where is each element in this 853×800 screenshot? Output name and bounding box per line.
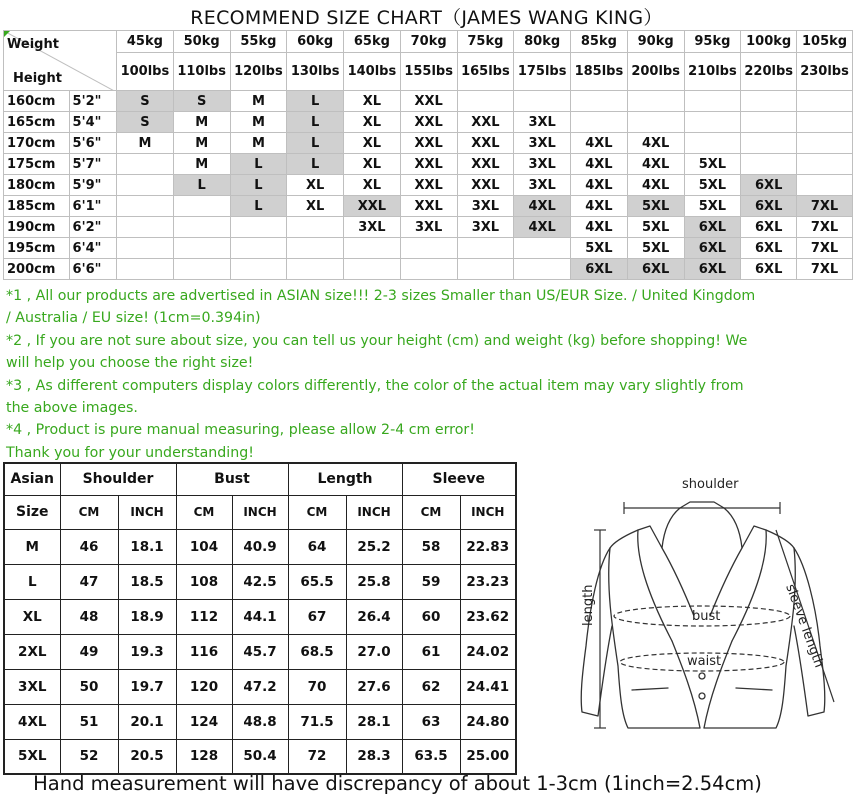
weight-lbs-header: 165lbs (457, 53, 514, 91)
measure-value: 45.7 (232, 634, 288, 669)
size-cell: 5XL (684, 175, 741, 196)
measure-value: 27.0 (346, 634, 402, 669)
weight-lbs-header: 110lbs (173, 53, 230, 91)
recommend-size-table (3, 30, 853, 280)
weight-lbs-header: 100lbs (117, 53, 174, 91)
size-cell (684, 112, 741, 133)
measure-value: 63 (402, 704, 460, 739)
weight-kg-header: 80kg (514, 31, 571, 53)
size-cell: 3XL (514, 112, 571, 133)
measure-value: 108 (176, 564, 232, 599)
measure-value: 23.23 (460, 564, 516, 599)
size-cell (400, 238, 457, 259)
size-cell (797, 154, 853, 175)
note-line: Thank you for your understanding! (6, 444, 254, 461)
measure-value: 72 (288, 739, 346, 774)
size-cell: XL (287, 196, 344, 217)
measure-value: 59 (402, 564, 460, 599)
size-cell: 3XL (344, 217, 401, 238)
height-ft: 5'7" (69, 154, 117, 175)
size-cell: 4XL (571, 196, 628, 217)
size-row (4, 112, 853, 133)
size-cell: 4XL (571, 217, 628, 238)
size-cell (173, 217, 230, 238)
size-cell (117, 259, 174, 280)
weight-label: Weight (7, 37, 59, 52)
note-line: will help you choose the right size! (6, 355, 254, 372)
size-cell: L (230, 175, 287, 196)
size-cell (684, 133, 741, 154)
size-cell: M (173, 154, 230, 175)
measure-value: 24.02 (460, 634, 516, 669)
size-cell (344, 259, 401, 280)
size-cell: 5XL (571, 238, 628, 259)
measurement-table (3, 462, 517, 775)
size-cell (287, 259, 344, 280)
weight-kg-header: 50kg (173, 31, 230, 53)
size-cell: L (173, 175, 230, 196)
measure-value: 22.83 (460, 529, 516, 564)
size-cell: 5XL (684, 154, 741, 175)
table-row (4, 599, 516, 634)
size-cell: L (230, 154, 287, 175)
measure-group-header: Sleeve (402, 463, 516, 495)
measure-value: 51 (60, 704, 118, 739)
size-cell (117, 154, 174, 175)
measure-value: 60 (402, 599, 460, 634)
unit-cm-header: CM (176, 495, 232, 529)
height-ft: 5'4" (69, 112, 117, 133)
measure-value: 25.2 (346, 529, 402, 564)
size-cell: XXL (400, 175, 457, 196)
measure-value: 52 (60, 739, 118, 774)
size-cell: 4XL (571, 175, 628, 196)
size-name: XL (4, 599, 60, 634)
unit-cm-header: CM (402, 495, 460, 529)
weight-kg-header: 70kg (400, 31, 457, 53)
bust-label: bust (692, 609, 721, 624)
shoulder-label: shoulder (682, 477, 739, 492)
measure-value: 67 (288, 599, 346, 634)
size-cell (741, 154, 797, 175)
weight-lbs-header: 120lbs (230, 53, 287, 91)
height-cm: 190cm (4, 217, 70, 238)
size-cell: 7XL (797, 196, 853, 217)
measure-value: 124 (176, 704, 232, 739)
size-cell (117, 217, 174, 238)
size-cell: M (230, 91, 287, 112)
size-cell: M (230, 112, 287, 133)
waist-label: waist (687, 654, 722, 669)
size-cell (230, 259, 287, 280)
measure-value: 20.5 (118, 739, 176, 774)
size-cell: XL (344, 133, 401, 154)
size-row (4, 91, 853, 112)
weight-kg-header: 60kg (287, 31, 344, 53)
unit-cm-header: CM (288, 495, 346, 529)
size-cell (571, 91, 628, 112)
weight-lbs-header: 185lbs (571, 53, 628, 91)
measure-value: 49 (60, 634, 118, 669)
size-cell: L (287, 112, 344, 133)
size-cell: M (117, 133, 174, 154)
size-cell: 7XL (797, 217, 853, 238)
weight-lbs-header: 155lbs (400, 53, 457, 91)
size-cell: 4XL (627, 175, 684, 196)
size-name: 2XL (4, 634, 60, 669)
size-cell: XXL (400, 133, 457, 154)
length-label: length (581, 584, 596, 626)
weight-kg-header: 105kg (797, 31, 853, 53)
size-cell (457, 259, 514, 280)
measure-value: 61 (402, 634, 460, 669)
measure-value: 19.3 (118, 634, 176, 669)
size-cell: S (117, 112, 174, 133)
weight-lbs-header: 175lbs (514, 53, 571, 91)
size-cell: M (173, 112, 230, 133)
size-cell (514, 238, 571, 259)
size-cell (457, 91, 514, 112)
height-label: Height (13, 71, 62, 86)
measure-value: 68.5 (288, 634, 346, 669)
size-cell: 6XL (741, 238, 797, 259)
height-ft: 5'9" (69, 175, 117, 196)
size-row (4, 196, 853, 217)
jacket-measurement-diagram (572, 466, 844, 756)
unit-cm-header: CM (60, 495, 118, 529)
measure-group-header: Length (288, 463, 402, 495)
height-ft: 6'2" (69, 217, 117, 238)
size-cell: 3XL (457, 217, 514, 238)
size-cell (797, 91, 853, 112)
weight-kg-header: 75kg (457, 31, 514, 53)
weight-height-corner (4, 31, 117, 91)
weight-kg-header: 55kg (230, 31, 287, 53)
size-cell: 6XL (627, 259, 684, 280)
measure-value: 25.8 (346, 564, 402, 599)
size-cell: XL (287, 175, 344, 196)
size-row (4, 238, 853, 259)
size-cell: XXL (400, 196, 457, 217)
note-line: *3 , As different computers display colors differently, the color of the actual item may vary slightly from (6, 377, 744, 394)
size-cell: 4XL (571, 154, 628, 175)
size-cell: 6XL (741, 175, 797, 196)
weight-lbs-header: 130lbs (287, 53, 344, 91)
measure-value: 25.00 (460, 739, 516, 774)
size-cell: L (287, 133, 344, 154)
measure-value: 20.1 (118, 704, 176, 739)
weight-lbs-header: 230lbs (797, 53, 853, 91)
size-cell (797, 112, 853, 133)
size-cell: M (173, 133, 230, 154)
size-cell: 4XL (571, 133, 628, 154)
measure-value: 62 (402, 669, 460, 704)
size-cell (230, 238, 287, 259)
size-name: 4XL (4, 704, 60, 739)
size-cell (514, 91, 571, 112)
weight-kg-header: 100kg (741, 31, 797, 53)
size-cell (571, 112, 628, 133)
size-cell: 4XL (627, 154, 684, 175)
measure-value: 23.62 (460, 599, 516, 634)
size-cell: XXL (457, 112, 514, 133)
size-cell: XXL (400, 154, 457, 175)
size-cell (173, 196, 230, 217)
measure-value: 48.8 (232, 704, 288, 739)
height-ft: 6'1" (69, 196, 117, 217)
size-cell: 6XL (741, 259, 797, 280)
size-cell: 6XL (741, 217, 797, 238)
measure-value: 128 (176, 739, 232, 774)
size-cell: M (230, 133, 287, 154)
size-cell: L (287, 91, 344, 112)
notes-section (6, 285, 848, 464)
measure-group-header: Bust (176, 463, 288, 495)
size-cell: L (287, 154, 344, 175)
measure-value: 104 (176, 529, 232, 564)
height-cm: 165cm (4, 112, 70, 133)
size-label: Size (4, 495, 60, 529)
size-cell: 3XL (457, 196, 514, 217)
size-cell (627, 112, 684, 133)
size-cell: XL (344, 112, 401, 133)
size-cell (797, 175, 853, 196)
height-cm: 170cm (4, 133, 70, 154)
note-line: the above images. (6, 400, 138, 417)
measure-value: 18.1 (118, 529, 176, 564)
size-cell: XXL (400, 91, 457, 112)
size-cell: XXL (344, 196, 401, 217)
note-line: *4 , Product is pure manual measuring, please allow 2-4 cm error! (6, 422, 475, 439)
measure-value: 120 (176, 669, 232, 704)
size-name: L (4, 564, 60, 599)
weight-lbs-header: 140lbs (344, 53, 401, 91)
size-row (4, 154, 853, 175)
size-cell: 5XL (627, 238, 684, 259)
size-cell (230, 217, 287, 238)
weight-lbs-header: 200lbs (627, 53, 684, 91)
measure-value: 44.1 (232, 599, 288, 634)
size-cell: 7XL (797, 259, 853, 280)
weight-kg-header: 90kg (627, 31, 684, 53)
height-cm: 160cm (4, 91, 70, 112)
weight-kg-header: 85kg (571, 31, 628, 53)
size-cell: 3XL (400, 217, 457, 238)
height-ft: 6'6" (69, 259, 117, 280)
measure-value: 27.6 (346, 669, 402, 704)
measure-value: 19.7 (118, 669, 176, 704)
height-ft: 5'6" (69, 133, 117, 154)
table-row (4, 529, 516, 564)
size-cell (684, 91, 741, 112)
size-name: 3XL (4, 669, 60, 704)
size-row (4, 259, 853, 280)
measure-group-header: Shoulder (60, 463, 176, 495)
note-line: / Australia / EU size! (1cm=0.394in) (6, 310, 261, 327)
weight-kg-header: 45kg (117, 31, 174, 53)
size-name: 5XL (4, 739, 60, 774)
size-cell: XL (344, 91, 401, 112)
measure-value: 58 (402, 529, 460, 564)
measure-value: 28.3 (346, 739, 402, 774)
table-row (4, 564, 516, 599)
size-cell: 3XL (514, 154, 571, 175)
measure-value: 40.9 (232, 529, 288, 564)
size-cell: 4XL (514, 196, 571, 217)
size-cell (173, 259, 230, 280)
measure-value: 48 (60, 599, 118, 634)
size-cell (344, 238, 401, 259)
measure-value: 46 (60, 529, 118, 564)
size-cell: 4XL (627, 133, 684, 154)
table-row (4, 739, 516, 774)
measure-value: 116 (176, 634, 232, 669)
size-name: M (4, 529, 60, 564)
size-row (4, 133, 853, 154)
table-row (4, 669, 516, 704)
size-row (4, 175, 853, 196)
size-cell (797, 133, 853, 154)
size-cell: 7XL (797, 238, 853, 259)
size-cell: 3XL (514, 175, 571, 196)
height-cm: 180cm (4, 175, 70, 196)
measure-value: 47 (60, 564, 118, 599)
size-cell: 5XL (627, 196, 684, 217)
measure-value: 65.5 (288, 564, 346, 599)
measure-value: 24.41 (460, 669, 516, 704)
size-cell (117, 175, 174, 196)
table-row (4, 634, 516, 669)
size-cell (457, 238, 514, 259)
size-cell (627, 91, 684, 112)
weight-lbs-header: 220lbs (741, 53, 797, 91)
size-cell (741, 133, 797, 154)
measure-value: 47.2 (232, 669, 288, 704)
measure-value: 18.9 (118, 599, 176, 634)
size-cell: XXL (457, 154, 514, 175)
size-cell (514, 259, 571, 280)
measure-value: 70 (288, 669, 346, 704)
size-row (4, 217, 853, 238)
measure-value: 26.4 (346, 599, 402, 634)
size-cell: XXL (457, 133, 514, 154)
size-cell: XXL (457, 175, 514, 196)
measure-value: 18.5 (118, 564, 176, 599)
measure-value: 112 (176, 599, 232, 634)
height-ft: 6'4" (69, 238, 117, 259)
size-cell (117, 196, 174, 217)
size-cell: XL (344, 154, 401, 175)
size-cell (741, 91, 797, 112)
unit-inch-header: INCH (460, 495, 516, 529)
note-line: *2 , If you are not sure about size, you can tell us your height (cm) and weight (kg) before shopping! We (6, 332, 748, 349)
height-cm: 175cm (4, 154, 70, 175)
size-cell: 5XL (684, 196, 741, 217)
size-cell: L (230, 196, 287, 217)
measure-value: 42.5 (232, 564, 288, 599)
weight-kg-header: 95kg (684, 31, 741, 53)
measure-value: 50 (60, 669, 118, 704)
size-cell: S (117, 91, 174, 112)
size-cell: 6XL (684, 238, 741, 259)
unit-inch-header: INCH (346, 495, 402, 529)
measure-value: 71.5 (288, 704, 346, 739)
measure-value: 24.80 (460, 704, 516, 739)
size-cell: 3XL (514, 133, 571, 154)
chart-title: RECOMMEND SIZE CHART（JAMES WANG KING） (190, 7, 663, 29)
weight-lbs-header: 210lbs (684, 53, 741, 91)
size-cell (287, 238, 344, 259)
size-cell (287, 217, 344, 238)
size-cell: XXL (400, 112, 457, 133)
size-cell: S (173, 91, 230, 112)
size-cell: 6XL (684, 259, 741, 280)
size-cell: 4XL (514, 217, 571, 238)
unit-inch-header: INCH (232, 495, 288, 529)
sleeve-length-label: sleeve length (782, 582, 827, 670)
height-cm: 195cm (4, 238, 70, 259)
size-cell (741, 112, 797, 133)
footer-note: Hand measurement will have discrepancy of about 1-3cm (1inch=2.54cm) (33, 772, 762, 795)
size-cell: XL (344, 175, 401, 196)
asian-label: Asian (4, 463, 60, 495)
size-cell: 6XL (684, 217, 741, 238)
weight-kg-header: 65kg (344, 31, 401, 53)
size-cell: 5XL (627, 217, 684, 238)
height-cm: 200cm (4, 259, 70, 280)
measure-value: 63.5 (402, 739, 460, 774)
height-cm: 185cm (4, 196, 70, 217)
size-cell (400, 259, 457, 280)
size-cell (117, 238, 174, 259)
measure-value: 50.4 (232, 739, 288, 774)
size-cell (173, 238, 230, 259)
height-ft: 5'2" (69, 91, 117, 112)
note-line: *1 , All our products are advertised in ASIAN size!!! 2-3 sizes Smaller than US/EUR Size. / United Kingdom (6, 288, 756, 304)
table-row (4, 704, 516, 739)
size-cell: 6XL (571, 259, 628, 280)
measure-value: 28.1 (346, 704, 402, 739)
size-cell: 6XL (741, 196, 797, 217)
measure-value: 64 (288, 529, 346, 564)
unit-inch-header: INCH (118, 495, 176, 529)
